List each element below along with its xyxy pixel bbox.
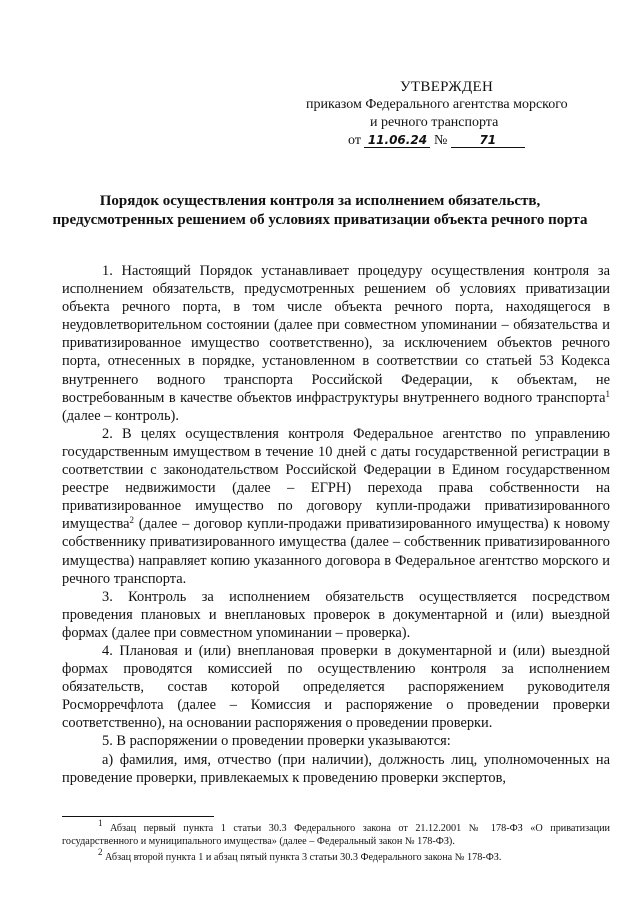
approval-stamp bbox=[300, 78, 600, 150]
footnote-1-text: Абзац первый пункта 1 статьи 30.3 Федерального закона от 21.12.2001 № 178-ФЗ «О приватизации государственного и муниципального имущества» (далее – Федеральный закон № 178-ФЗ). bbox=[62, 823, 610, 847]
footnote-divider bbox=[62, 816, 214, 817]
title-line-2: предусмотренных решением об условиях приватизации объекта речного порта bbox=[52, 212, 588, 228]
paragraph-1 bbox=[62, 262, 610, 425]
footnote-1-mark: 1 bbox=[98, 818, 103, 828]
footnote-2-text: Абзац второй пункта 1 и абзац пятый пункта 3 статьи 30.3 Федерального закона № 178-ФЗ. bbox=[102, 852, 502, 863]
approval-line-2: и речного транспорта bbox=[370, 115, 499, 130]
paragraph-2-text: 2. В целях осуществления контроля Федеральное агентство по управлению государственным имуществом в течение 10 дней с даты государственной регистрации в соответствии с законодательством Российской Федерации в Едином государственном реестре недвижимости (далее – ЕГРН) перехода права собственности на приватизированное имущество по договору купли-продажи приватизированного имущества bbox=[62, 425, 610, 533]
footnote-2-mark: 2 bbox=[98, 847, 103, 857]
footnote-2 bbox=[62, 847, 610, 864]
footnote-1 bbox=[62, 818, 610, 848]
approval-heading: УТВЕРЖДЕН bbox=[400, 79, 494, 95]
paragraph-2-tail: (далее – договор купли-продажи приватизированного имущества) к новому собственнику приватизированного имущества (далее – собственник приватизированного имущества) направляет копию указанного договора в Федеральное агентство морского и речного транспорта. bbox=[62, 516, 610, 587]
paragraph-5a: а) фамилия, имя, отчество (при наличии), должность лиц, уполномоченных на проведение проверки, привлекаемых к проведению проверки экспертов, bbox=[62, 751, 610, 786]
title-line-1: Порядок осуществления контроля за исполнением обязательств, bbox=[99, 193, 541, 209]
handwritten-number: 71 bbox=[451, 133, 525, 148]
footnotes bbox=[62, 818, 610, 867]
paragraph-1-text: 1. Настоящий Порядок устанавливает процедуру осуществления контроля за исполнением обязательств, предусмотренных решением об условиях приватизации объекта речного порта, в том числе объекта речного порта, находящегося в неудовлетворительном состоянии (далее при совместном упоминании – обязательства и приватизированное имущество соответственно), за исключением объектов речного порта, отнесенных в порядке, установленном в соответствии со статьей 53 Кодекса внутреннего водного транспорта Российской Федерации, к объектам, не востребованным в качестве объектов инфраструктуры внутреннего водного транспорта bbox=[62, 263, 610, 406]
paragraph-2 bbox=[62, 425, 610, 588]
paragraph-4: 4. Плановая и (или) внеплановая проверки в документарной и (или) выездной формах проводятся комиссией по осуществлению контроля за исполнением обязательств, состав которой определяется распоряжением руководителя Росморречфлота (далее – Комиссия и распоряжение о проведении проверки соответственно), на основании распоряжения о проведении проверки. bbox=[62, 642, 610, 732]
number-label: № bbox=[433, 133, 448, 148]
paragraph-5: 5. В распоряжении о проведении проверки указываются: bbox=[102, 733, 451, 750]
handwritten-date: 11.06.24 bbox=[364, 133, 430, 148]
footnote-ref-1: 1 bbox=[605, 388, 610, 399]
document-title bbox=[40, 192, 600, 230]
approval-line-1: приказом Федерального агентства морского bbox=[306, 97, 568, 112]
from-label: от bbox=[348, 133, 361, 148]
footnote-ref-2: 2 bbox=[129, 515, 134, 526]
paragraph-1-tail: (далее – контроль). bbox=[62, 407, 179, 424]
approval-date-number-line bbox=[300, 132, 600, 150]
paragraph-3: 3. Контроль за исполнением обязательств осуществляется посредством проведения плановых и внеплановых проверок в документарной и (или) выездной формах (далее при совместном упоминании – проверка). bbox=[62, 588, 610, 641]
document-body bbox=[62, 262, 610, 787]
